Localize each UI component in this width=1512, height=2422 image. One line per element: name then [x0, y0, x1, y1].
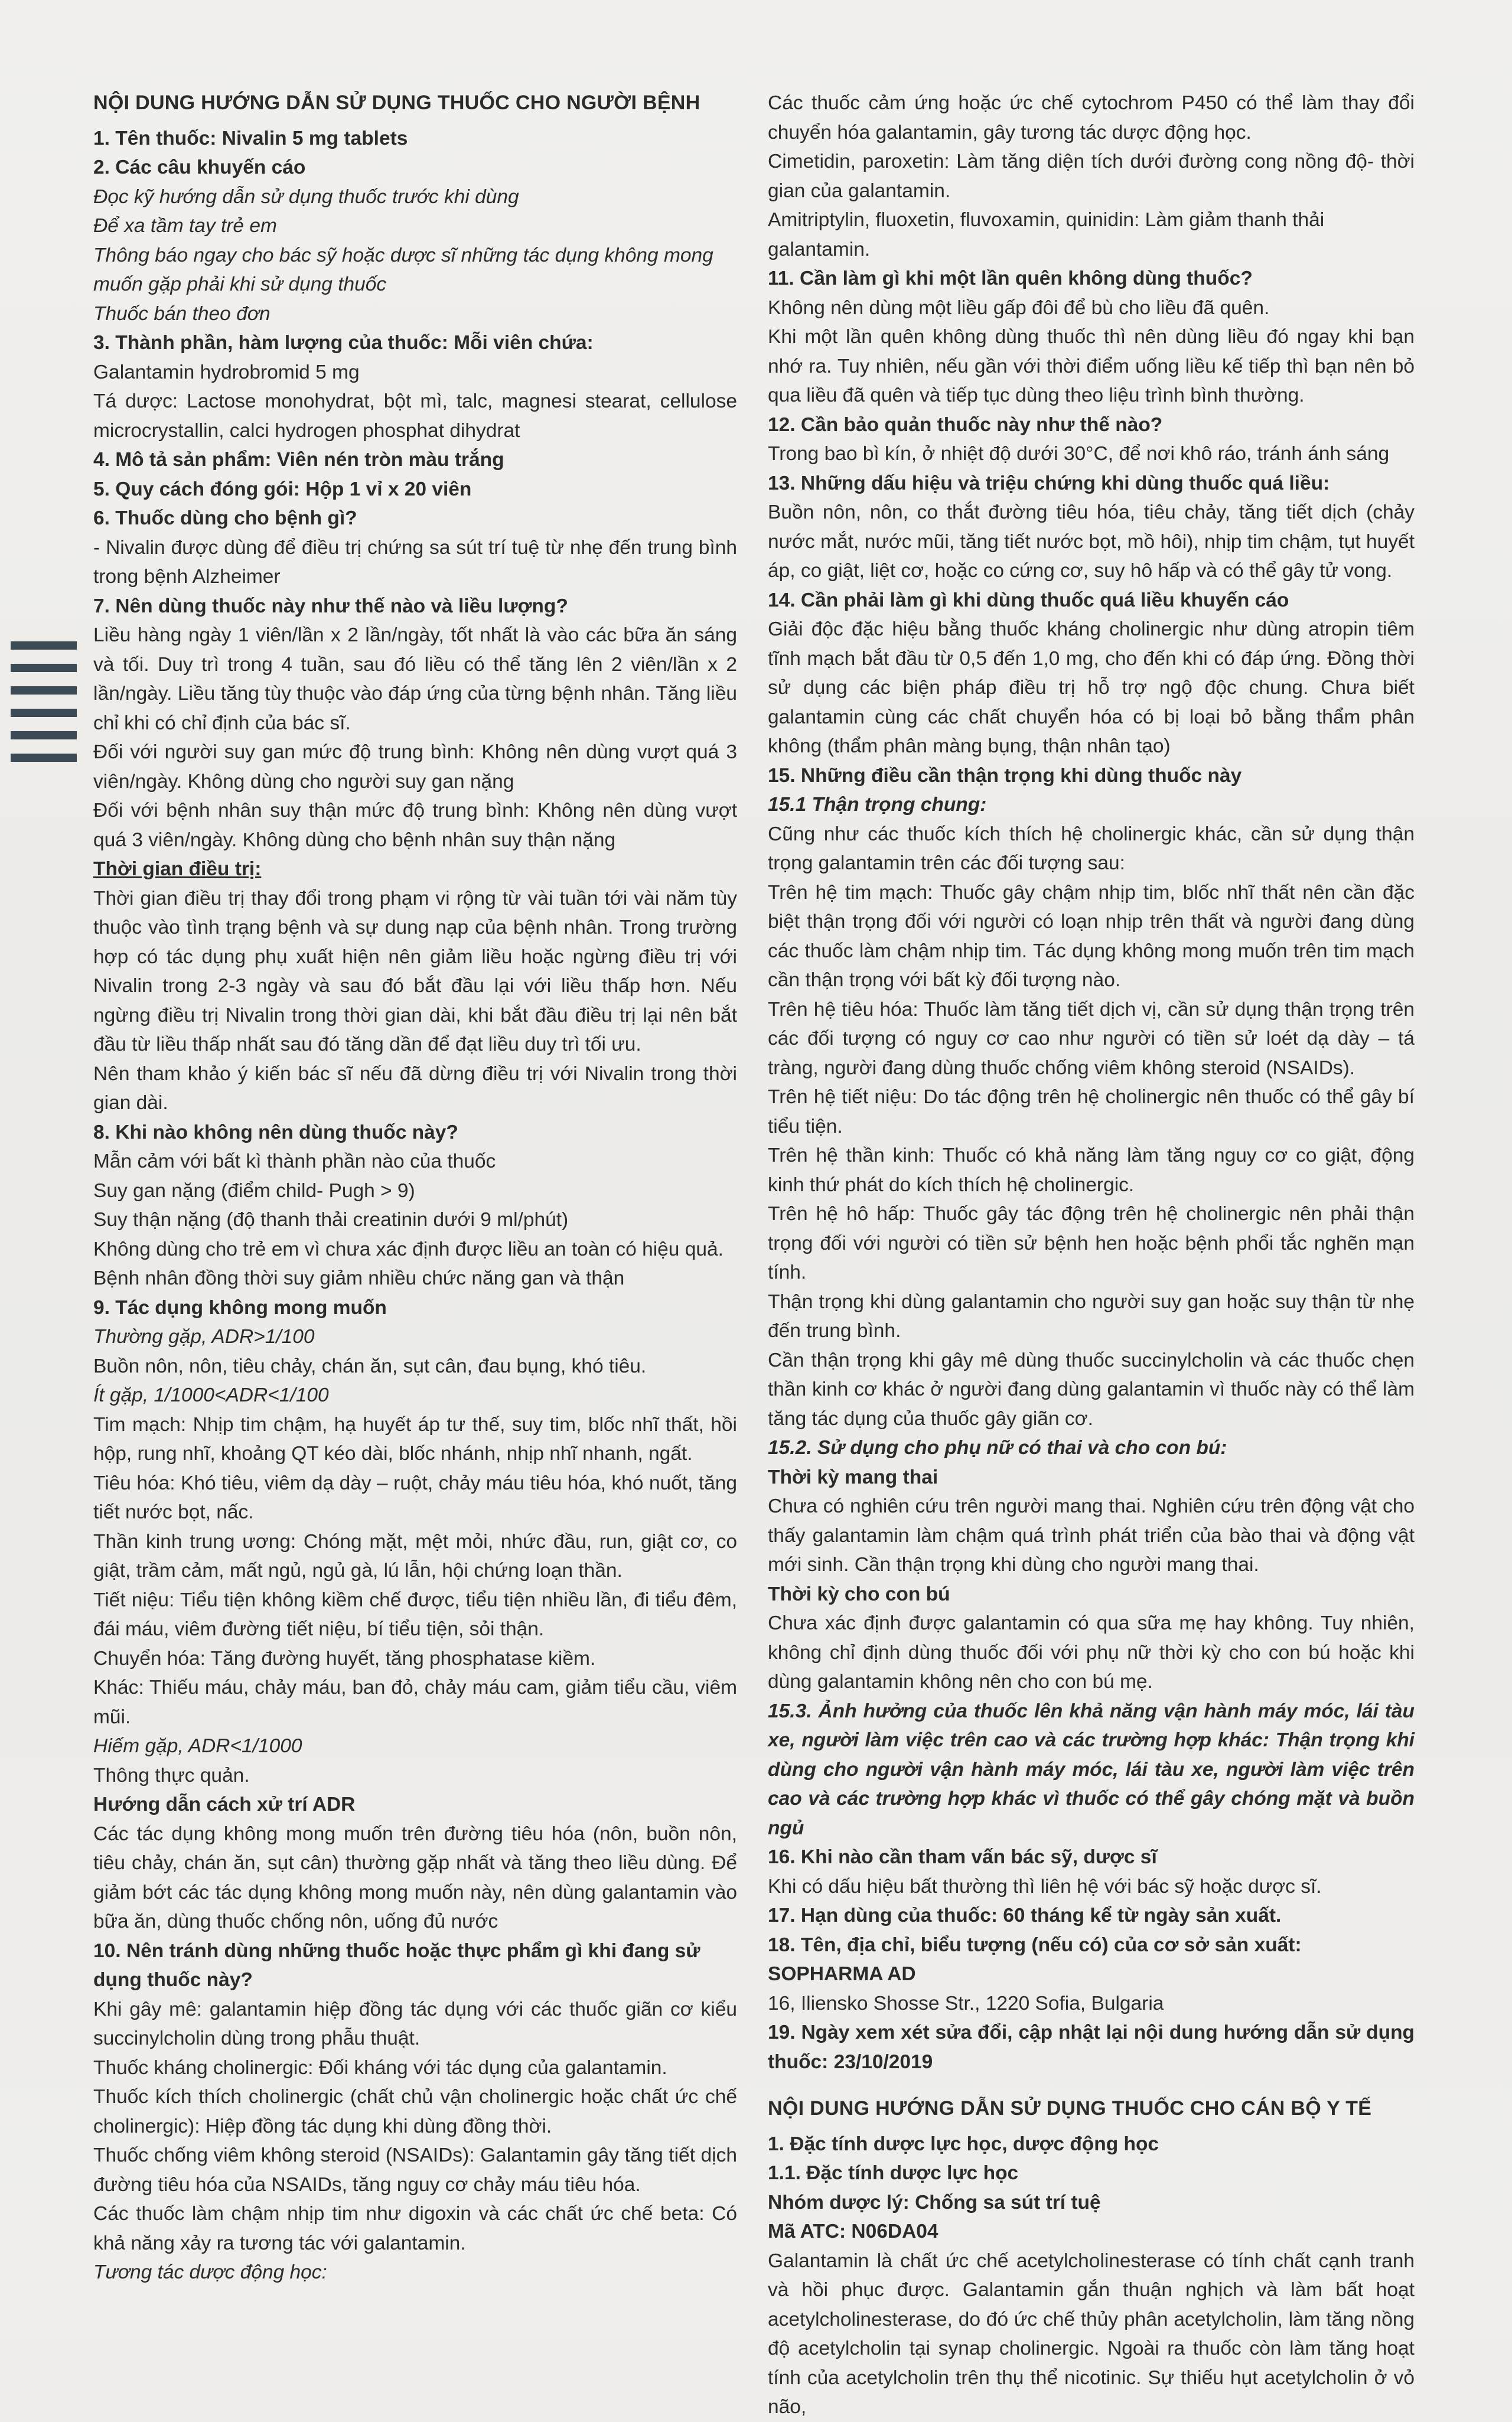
section-heading: 9. Tác dụng không mong muốn	[93, 1296, 387, 1319]
paragraph: Các tác dụng không mong muốn trên đường tiêu hóa (nôn, buồn nôn, tiêu chảy, chán ăn, sụt cân) thường gặp nhất và tăng theo liều dùng. Để giảm bớt các tác dụng không mong muốn này, nên dùng galantamin vào bữa ăn, dùng thuốc chống nôn, uống đủ nước	[93, 1823, 737, 1932]
paragraph: Trong bao bì kín, ở nhiệt độ dưới 30°C, để nơi khô ráo, tránh ánh sáng	[768, 443, 1390, 465]
section-heading: 6. Thuốc dùng cho bệnh gì?	[93, 507, 357, 529]
paragraph: Đối với người suy gan mức độ trung bình: Không nên dùng vượt quá 3 viên/ngày. Không dùng cho người suy gan nặng	[93, 741, 737, 793]
paragraph: Trên hệ tiêu hóa: Thuốc làm tăng tiết dịch vị, cần sử dụng thận trọng trên các đối tượng có nguy cơ cao như người có tiền sử loét dạ dày – tá tràng, người đang dùng thuốc chống viêm không steroid (NSAIDs).	[768, 998, 1415, 1079]
paragraph: Các thuốc làm chậm nhịp tim như digoxin và các chất ức chế beta: Có khả năng xảy ra tương tác với galantamin.	[93, 2203, 737, 2254]
paragraph: Galantamin là chất ức chế acetylcholinesterase có tính chất cạnh tranh và hồi phục được. Galantamin gắn thuận nghịch và làm bất hoạt acetylcholinesterase, do đó ức chế thủy phân acetylcholin, làm tăng nồng độ acetylcholin tại synap cholinergic. Ngoài ra thuốc còn làm tăng hoạt tính của acetylcholin trên thụ thể nicotinic. Sự thiếu hụt acetylcholin ở vỏ não,	[768, 2250, 1415, 2418]
paragraph: Để xa tầm tay trẻ em	[93, 215, 277, 237]
section-heading: 14. Cần phải làm gì khi dùng thuốc quá liều khuyến cáo	[768, 589, 1289, 611]
section-heading: Thời kỳ cho con bú	[768, 1583, 950, 1605]
section-heading: 3. Thành phần, hàm lượng của thuốc: Mỗi viên chứa:	[93, 332, 594, 354]
paragraph: Trên hệ tiết niệu: Do tác động trên hệ cholinergic nên thuốc có thể gây bí tiểu tiện.	[768, 1086, 1415, 1137]
section-heading: 2. Các câu khuyến cáo	[93, 157, 306, 178]
section-heading: 7. Nên dùng thuốc này như thế nào và liều lượng?	[93, 595, 568, 617]
paragraph: Thuốc bán theo đơn	[93, 302, 271, 325]
paragraph: Khi một lần quên không dùng thuốc thì nên dùng liều đó ngay khi bạn nhớ ra. Tuy nhiên, nếu gần với thời điểm uống liều kế tiếp thì bạn nên bỏ qua liều đã quên và tiếp tục dùng theo liệu trình bình thường.	[768, 326, 1415, 406]
section-heading: 11. Cần làm gì khi một lần quên không dùng thuốc?	[768, 268, 1253, 289]
section-title: NỘI DUNG HƯỚNG DẪN SỬ DỤNG THUỐC CHO CÁN BỘ Y TẾ	[768, 2097, 1372, 2120]
paragraph: Liều hàng ngày 1 viên/lần x 2 lần/ngày, tốt nhất là vào các bữa ăn sáng và tối. Duy trì trong 4 tuần, sau đó liều có thể tăng lên 2 viên/lần x 2 lần/ngày. Liều tăng tùy thuộc vào đáp ứng của từng bệnh nhân. Tăng liều chỉ khi có chỉ định của bác sĩ.	[93, 624, 737, 734]
paragraph: - Nivalin được dùng để điều trị chứng sa sút trí tuệ từ nhẹ đến trung bình trong bệnh Alzheimer	[93, 536, 737, 588]
paragraph: 15.3. Ảnh hưởng của thuốc lên khả năng vận hành máy móc, lái tàu xe, người làm việc trên cao và các trường hợp khác: Thận trọng khi dùng cho người vận hành máy móc, lái tàu xe, người làm việc trên cao và các trường hợp khác vì thuốc có thể gây chóng mặt và buồn ngủ	[768, 1700, 1415, 1839]
paragraph: Amitriptylin, fluoxetin, fluvoxamin, quinidin: Làm giảm thanh thải galantamin.	[768, 209, 1325, 260]
section-heading: 10. Nên tránh dùng những thuốc hoặc thực phẩm gì khi đang sử dụng thuốc này?	[93, 1939, 700, 1991]
paragraph: Hiếm gặp, ADR<1/1000	[93, 1735, 302, 1757]
section-heading: 12. Cần bảo quản thuốc này như thế nào?	[768, 413, 1163, 436]
paragraph: Mẫn cảm với bất kì thành phần nào của thuốc	[93, 1150, 496, 1172]
patient-leaflet-column	[93, 89, 737, 2287]
section-heading: Thời gian điều trị:	[93, 858, 262, 880]
paragraph: Các thuốc cảm ứng hoặc ức chế cytochrom P450 có thể làm thay đổi chuyển hóa galantamin, gây tương tác dược động học.	[768, 92, 1415, 144]
section-title: NỘI DUNG HƯỚNG DẪN SỬ DỤNG THUỐC CHO NGƯỜI BỆNH	[93, 92, 700, 114]
paragraph: Thần kinh trung ương: Chóng mặt, mệt mỏi, nhức đầu, run, giật cơ, co giật, trầm cảm, mất ngủ, ngủ gà, lú lẫn, hội chứng loạn thần.	[93, 1530, 737, 1582]
section-heading: 1.1. Đặc tính dược lực học	[768, 2162, 1019, 2184]
pharmacode-bars	[11, 641, 77, 776]
section-heading: Mã ATC: N06DA04	[768, 2221, 939, 2242]
paragraph: Tiết niệu: Tiểu tiện không kiềm chế được, tiểu tiện nhiều lần, đi tiểu đêm, đái máu, viêm đường tiết niệu, bí tiểu tiện, sỏi thận.	[93, 1589, 737, 1640]
paragraph: Tá dược: Lactose monohydrat, bột mì, talc, magnesi stearat, cellulose microcrystallin, calci hydrogen phosphat dihydrat	[93, 390, 737, 442]
paragraph: Cimetidin, paroxetin: Làm tăng diện tích dưới đường cong nồng độ- thời gian của galantamin.	[768, 151, 1415, 202]
paragraph	[768, 2077, 1415, 2094]
section-heading: 17. Hạn dùng của thuốc: 60 tháng kể từ ngày sản xuất.	[768, 1905, 1282, 1926]
paragraph: Cần thận trọng khi gây mê dùng thuốc succinylcholin và các thuốc chẹn thần kinh cơ khác ở người đang dùng galantamin vì thuốc này có thể làm tăng tác dụng của thuốc gây giãn cơ.	[768, 1349, 1415, 1430]
paragraph: 15.2. Sử dụng cho phụ nữ có thai và cho con bú:	[768, 1437, 1227, 1459]
section-heading: 4. Mô tả sản phẩm: Viên nén tròn màu trắng	[93, 449, 504, 471]
section-heading: Hướng dẫn cách xử trí ADR	[93, 1794, 356, 1815]
section-heading: 1. Đặc tính dược lực học, dược động học	[768, 2133, 1159, 2155]
paragraph: Chưa có nghiên cứu trên người mang thai. Nghiên cứu trên động vật cho thấy galantamin làm chậm quá trình phát triển của bào thai và động vật mới sinh. Cần thận trọng khi dùng cho người mang thai.	[768, 1495, 1415, 1576]
section-heading: 15. Những điều cần thận trọng khi dùng thuốc này	[768, 764, 1242, 787]
section-heading: 8. Khi nào không nên dùng thuốc này?	[93, 1121, 458, 1143]
section-heading: 13. Những dấu hiệu và triệu chứng khi dùng thuốc quá liều:	[768, 472, 1330, 494]
paragraph: Tim mạch: Nhịp tim chậm, hạ huyết áp tư thế, suy tim, blốc nhĩ thất, hồi hộp, rung nhĩ, khoảng QT kéo dài, blốc nhánh, nhịp nhĩ nhanh, ngất.	[93, 1413, 737, 1465]
paragraph: Trên hệ hô hấp: Thuốc gây tác động trên hệ cholinergic nên phải thận trọng đối với người có tiền sử bệnh hen hoặc bệnh phổi tắc nghẽn mạn tính.	[768, 1203, 1415, 1283]
paragraph: Khi có dấu hiệu bất thường thì liên hệ với bác sỹ hoặc dược sĩ.	[768, 1875, 1322, 1898]
section-heading: 16. Khi nào cần tham vấn bác sỹ, dược sĩ	[768, 1846, 1157, 1868]
paragraph: Thông thực quản.	[93, 1764, 250, 1787]
paragraph: Bệnh nhân đồng thời suy giảm nhiều chức năng gan và thận	[93, 1267, 625, 1289]
professional-leaflet-column	[768, 89, 1415, 2422]
paragraph: 16, Iliensko Shosse Str., 1220 Sofia, Bulgaria	[768, 1992, 1164, 2014]
paragraph: Thời gian điều trị thay đổi trong phạm vi rộng từ vài tuần tới vài năm tùy thuộc vào tình trạng bệnh và sự dung nạp của bệnh nhân. Trong trường hợp có tác dụng phụ xuất hiện nên giảm liều hoặc ngừng điều trị với Nivalin trong 2-3 ngày và sau đó bắt đầu lại với liều thấp hơn. Nếu ngừng điều trị Nivalin trong thời gian dài, khi bắt đầu điều trị lại nên bắt đầu từ liều thấp nhất sau đó tăng dần để đạt liều duy trì tối ưu.	[93, 887, 737, 1055]
paragraph: Tương tác dược động học:	[93, 2261, 327, 2283]
paragraph: Khác: Thiếu máu, chảy máu, ban đỏ, chảy máu cam, giảm tiểu cầu, viêm mũi.	[93, 1677, 737, 1728]
section-heading: Thời kỳ mang thai	[768, 1466, 939, 1488]
paragraph: Đối với bệnh nhân suy thận mức độ trung bình: Không nên dùng vượt quá 3 viên/ngày. Không dùng cho bệnh nhân suy thận nặng	[93, 800, 737, 851]
paragraph: Ít gặp, 1/1000<ADR<1/100	[93, 1384, 329, 1406]
paragraph: Cũng như các thuốc kích thích hệ cholinergic khác, cần sử dụng thận trọng galantamin trên các đối tượng sau:	[768, 823, 1415, 874]
paragraph: Thuốc kích thích cholinergic (chất chủ vận cholinergic hoặc chất ức chế cholinergic): Hiệp đồng tác dụng khi dùng đồng thời.	[93, 2086, 737, 2137]
paragraph: Galantamin hydrobromid 5 mg	[93, 361, 360, 383]
paragraph: Trên hệ tim mạch: Thuốc gây chậm nhịp tim, blốc nhĩ thất nên cần đặc biệt thận trọng đối với người có loạn nhịp trên thất và người đang dùng các thuốc làm chậm nhịp tim. Tác dụng không mong muốn trên tim mạch cần thận trọng với bất kỳ đối tượng nào.	[768, 881, 1415, 991]
paragraph: Suy gan nặng (điểm child- Pugh > 9)	[93, 1179, 415, 1202]
paragraph: Tiêu hóa: Khó tiêu, viêm dạ dày – ruột, chảy máu tiêu hóa, khó nuốt, tăng tiết nước bọt, nấc.	[93, 1472, 737, 1523]
paragraph: Trên hệ thần kinh: Thuốc có khả năng làm tăng nguy cơ co giật, động kinh thứ phát do kích thích hệ cholinergic.	[768, 1145, 1415, 1196]
paragraph: Thường gặp, ADR>1/100	[93, 1326, 315, 1348]
paragraph: Không dùng cho trẻ em vì chưa xác định được liều an toàn có hiệu quả.	[93, 1238, 724, 1260]
paragraph: Giải độc đặc hiệu bằng thuốc kháng cholinergic như dùng atropin tiêm tĩnh mạch bắt đầu từ 0,5 đến 1,0 mg, cho đến khi có đáp ứng. Đồng thời sử dụng các biện pháp điều trị hỗ trợ ngộ độc chung. Chưa biết galantamin cùng các chất chuyển hóa có bị loại bỏ bằng thẩm phân không (thẩm phân màng bụng, thận nhân tạo)	[768, 618, 1415, 757]
section-heading: 5. Quy cách đóng gói: Hộp 1 vỉ x 20 viên	[93, 478, 472, 500]
paragraph: Buồn nôn, nôn, co thắt đường tiêu hóa, tiêu chảy, tăng tiết dịch (chảy nước mắt, nước mũi, tăng tiết nước bọt, mồ hôi), nhịp tim chậm, tụt huyết áp, co giật, liệt cơ, hoặc co cứng cơ, suy hô hấp và có thể gây tử vong.	[768, 501, 1415, 582]
section-heading: Nhóm dược lý: Chống sa sút trí tuệ	[768, 2191, 1101, 2214]
paragraph: Thận trọng khi dùng galantamin cho người suy gan hoặc suy thận từ nhẹ đến trung bình.	[768, 1290, 1415, 1342]
section-heading: 18. Tên, địa chỉ, biểu tượng (nếu có) của cơ sở sản xuất:	[768, 1934, 1302, 1956]
paragraph: 15.1 Thận trọng chung:	[768, 794, 987, 816]
paragraph: Chuyển hóa: Tăng đường huyết, tăng phosphatase kiềm.	[93, 1647, 596, 1670]
paragraph: Thuốc chống viêm không steroid (NSAIDs): Galantamin gây tăng tiết dịch đường tiêu hóa của NSAIDs, tăng nguy cơ chảy máu tiêu hóa.	[93, 2144, 737, 2196]
section-heading: SOPHARMA AD	[768, 1963, 916, 1985]
paragraph: Buồn nôn, nôn, tiêu chảy, chán ăn, sụt cân, đau bụng, khó tiêu.	[93, 1355, 647, 1377]
paragraph: Suy thận nặng (độ thanh thải creatinin dưới 9 ml/phút)	[93, 1209, 569, 1231]
paragraph: Không nên dùng một liều gấp đôi để bù cho liều đã quên.	[768, 296, 1270, 319]
paragraph: Khi gây mê: galantamin hiệp đồng tác dụng với các thuốc giãn cơ kiểu succinylcholin dùng trong phẫu thuật.	[93, 1998, 737, 2049]
paragraph: Thông báo ngay cho bác sỹ hoặc dược sĩ những tác dụng không mong muốn gặp phải khi sử dụng thuốc	[93, 244, 713, 295]
paragraph: Nên tham khảo ý kiến bác sĩ nếu đã dừng điều trị với Nivalin trong thời gian dài.	[93, 1062, 737, 1114]
paragraph: Đọc kỹ hướng dẫn sử dụng thuốc trước khi dùng	[93, 185, 519, 208]
paragraph: Thuốc kháng cholinergic: Đối kháng với tác dụng của galantamin.	[93, 2056, 667, 2079]
section-heading: 19. Ngày xem xét sửa đổi, cập nhật lại nội dung hướng dẫn sử dụng thuốc: 23/10/2019	[768, 2022, 1415, 2073]
section-heading: 1. Tên thuốc: Nivalin 5 mg tablets	[93, 127, 408, 149]
paragraph: Chưa xác định được galantamin có qua sữa mẹ hay không. Tuy nhiên, không chỉ định dùng thuốc đối với phụ nữ thời kỳ cho con bú hoặc khi dùng galantamin không nên cho con bú mẹ.	[768, 1612, 1415, 1693]
